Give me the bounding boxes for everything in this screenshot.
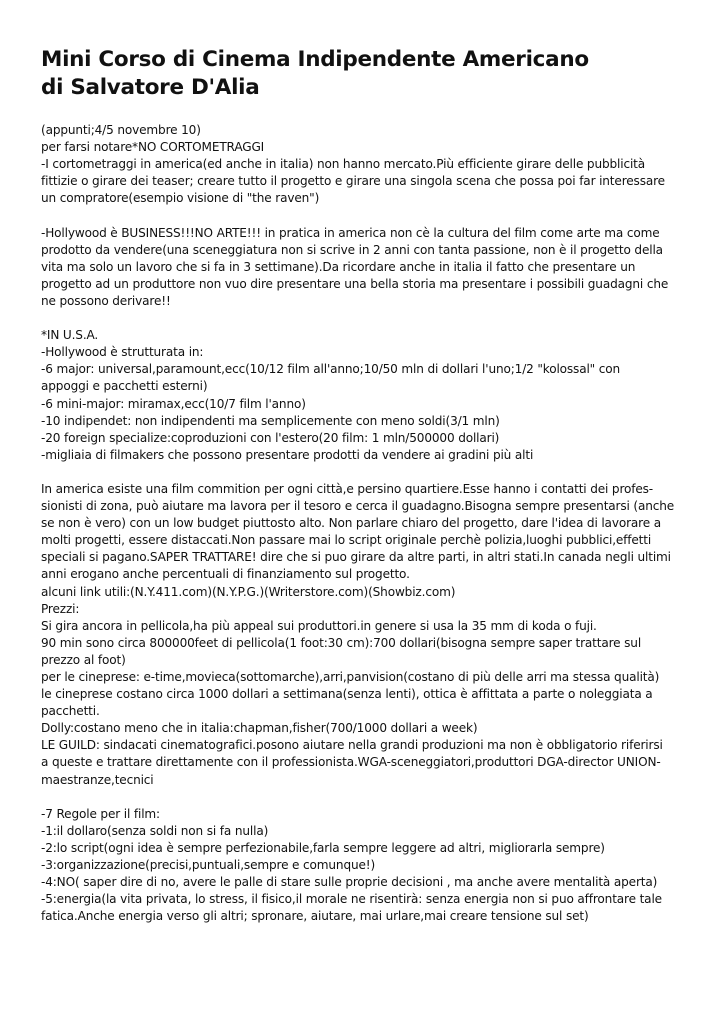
document-title bbox=[41, 46, 691, 102]
text-line: progetto ad un produttore non vuo dire presentare una bella storia ma presentare i possibili guadagni che bbox=[41, 276, 669, 291]
text-line: a queste e trattare direttamente con il professionista.WGA-sceneggiatori,produttori DGA-director UNION- bbox=[41, 755, 661, 770]
text-line: ne possono derivare!! bbox=[41, 293, 171, 308]
text-line: -7 Regole per il film: bbox=[41, 806, 160, 821]
text-line: -3:organizzazione(precisi,puntuali,sempre e comunque!) bbox=[41, 858, 376, 873]
text-line: -10 indipendet: non indipendenti ma semplicemente con meno soldi(3/1 mln) bbox=[41, 413, 500, 428]
text-line: -2:lo script(ogni idea è sempre perfezionabile,farla sempre leggere ad altri, migliorarla sempre) bbox=[41, 840, 605, 855]
text-line: appoggi e pacchetti esterni) bbox=[41, 379, 208, 394]
text-line: -Hollywood è strutturata in: bbox=[41, 345, 204, 360]
text-line: Prezzi: bbox=[41, 601, 80, 616]
text-line: se non è vero) con un low budget piuttosto alto. Non parlare chiaro del progetto, dare l'idea di lavorare a bbox=[41, 516, 661, 531]
text-line: prodotto da vendere(una sceneggiatura non si scrive in 2 anni con tanta passione, non è il progetto della bbox=[41, 242, 663, 257]
text-line: In america esiste una film commition per ogni città,e persino quartiere.Esse hanno i contatti dei profes- bbox=[41, 481, 654, 496]
text-line: fittizie o girare dei teaser; creare tutto il progetto e girare una singola scena che possa poi far interessare bbox=[41, 174, 665, 189]
document-page bbox=[41, 46, 691, 925]
text-line: Dolly:costano meno che in italia:chapman,fisher(700/1000 dollari a week) bbox=[41, 721, 478, 736]
text-line: -migliaia di filmakers che possono presentare prodotti da vendere ai gradini più alti bbox=[41, 447, 534, 462]
text-line: per farsi notare*NO CORTOMETRAGGI bbox=[41, 140, 265, 155]
title-line: Mini Corso di Cinema Indipendente Americano bbox=[41, 47, 589, 72]
text-line: 90 min sono circa 800000feet di pellicola(1 foot:30 cm):700 dollari(bisogna sempre saper trattare sul bbox=[41, 635, 642, 650]
text-line: molti progetti, essere distaccati.Non passare mai lo script originale perchè polizia,luoghi pubblici,effetti bbox=[41, 533, 652, 548]
text-line: Si gira ancora in pellicola,ha più appeal sui produttori.in genere si usa la 35 mm di koda o fuji. bbox=[41, 618, 597, 633]
text-line: -Hollywood è BUSINESS!!!NO ARTE!!! in pratica in america non cè la cultura del film come arte ma come bbox=[41, 225, 660, 240]
text-line: -I cortometraggi in america(ed anche in italia) non hanno mercato.Più efficiente girare delle pubblicità bbox=[41, 157, 646, 172]
text-line: -6 mini-major: miramax,ecc(10/7 film l'anno) bbox=[41, 396, 306, 411]
text-line: alcuni link utili:(N.Y.411.com)(N.Y.P.G.)(Writerstore.com)(Showbiz.com) bbox=[41, 584, 456, 599]
text-line: le cineprese costano circa 1000 dollari a settimana(senza lenti), ottica è affittata a parte o noleggiata a bbox=[41, 687, 653, 702]
text-line: (appunti;4/5 novembre 10) bbox=[41, 123, 201, 137]
text-line: -4:NO( saper dire di no, avere le palle di stare sulle proprie decisioni , ma anche avere mentalità aperta) bbox=[41, 875, 658, 890]
text-line: prezzo al foot) bbox=[41, 652, 126, 667]
text-line: maestranze,tecnici bbox=[41, 772, 154, 787]
text-line: speciali si pagano.SAPER TRATTARE! dire che si puo girare da altre parti, in altri stati.In canada negli ultimi bbox=[41, 550, 671, 565]
text-line: sionisti di zona, può aiutare ma lavora per il tesoro e cerca il guadagno.Bisogna sempre presentarsi (anche bbox=[41, 499, 675, 514]
text-line: -1:il dollaro(senza soldi non si fa nulla) bbox=[41, 823, 269, 838]
document-body bbox=[41, 122, 691, 925]
paragraph-spacer bbox=[41, 789, 691, 806]
text-line: -6 major: universal,paramount,ecc(10/12 film all'anno;10/50 mln di dollari l'uno;1/2 "kolossal" con bbox=[41, 362, 621, 377]
text-line: fatica.Anche energia verso gli altri; spronare, aiutare, mai urlare,mai creare tensione sul set) bbox=[41, 909, 589, 924]
text-line: LE GUILD: sindacati cinematografici.posono aiutare nella grandi produzioni ma non è obbligatorio riferirsi bbox=[41, 738, 663, 753]
text-line: -20 foreign specialize:coproduzioni con l'estero(20 film: 1 mln/500000 dollari) bbox=[41, 430, 500, 445]
title-line: di Salvatore D'Alia bbox=[41, 75, 260, 100]
text-line: -5:energia(la vita privata, lo stress, il fisico,il morale ne risentirà: senza energia non si puo affrontare tale bbox=[41, 892, 662, 907]
text-line: vita ma solo un lavoro che si fa in 3 settimane).Da ricordare anche in italia il fatto che presentare un bbox=[41, 259, 636, 274]
paragraph-spacer bbox=[41, 464, 691, 481]
text-line: *IN U.S.A. bbox=[41, 328, 99, 343]
text-line: un compratore(esempio visione di "the raven") bbox=[41, 191, 320, 206]
text-line: pacchetti. bbox=[41, 704, 100, 719]
text-line: anni erogano anche percentuali di finanziamento sul progetto. bbox=[41, 567, 410, 582]
paragraph-spacer bbox=[41, 207, 691, 224]
text-line: per le cineprese: e-time,movieca(sottomarche),arri,panvision(costano di più delle arri ma stessa qualità) bbox=[41, 670, 660, 684]
paragraph-spacer bbox=[41, 310, 691, 327]
